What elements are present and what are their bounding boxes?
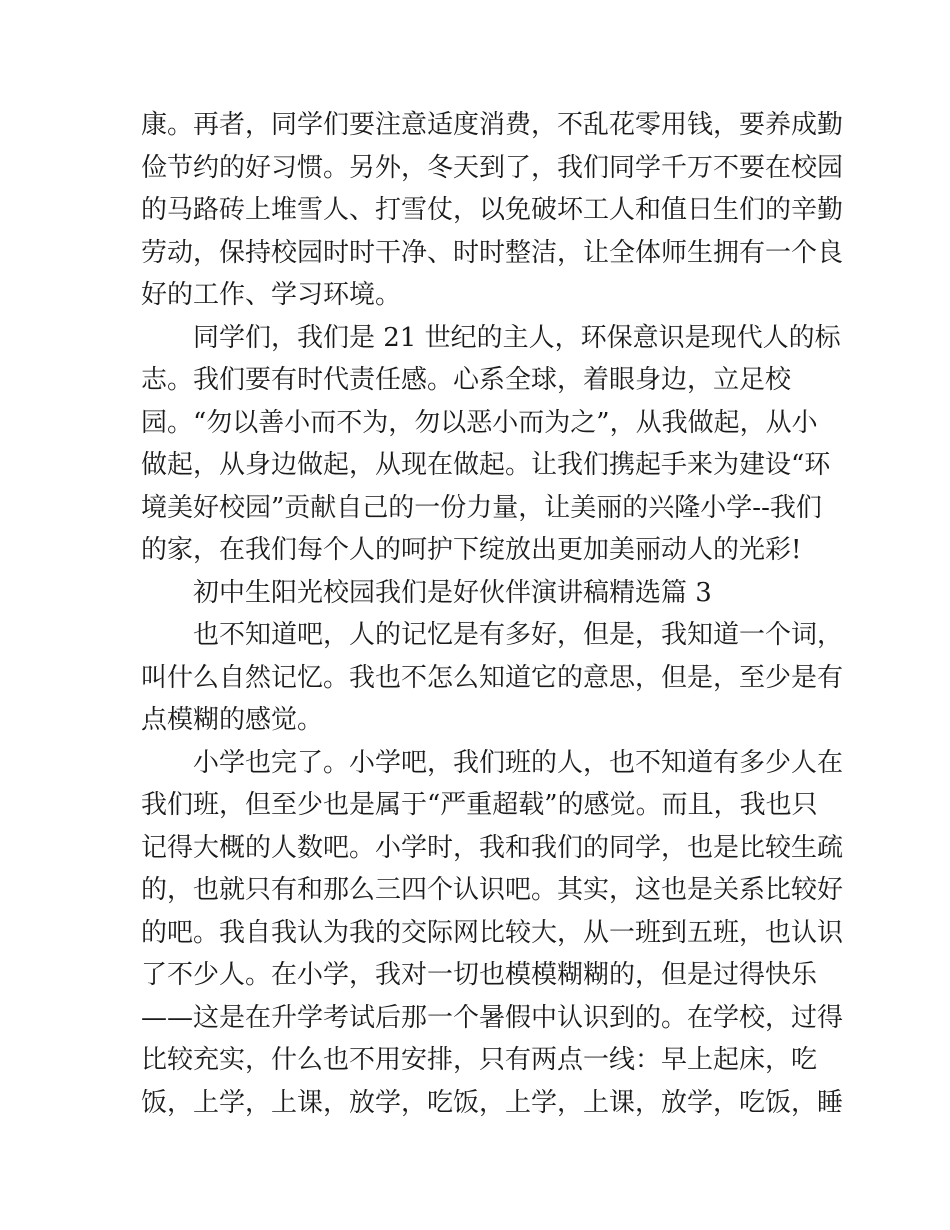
text-line: 饭，上学，上课，放学，吃饭，上学，上课，放学，吃饭，睡 bbox=[141, 1087, 844, 1118]
text-line: 比较充实，什么也不用安排，只有两点一线：早上起床，吃 bbox=[141, 1045, 818, 1075]
text-line: 点模糊的感觉。 bbox=[141, 705, 324, 735]
text-line: 做起，从身边做起，从现在做起。让我们携起手来为建设“环 bbox=[141, 450, 831, 480]
text-line: 小学也完了。小学吧，我们班的人，也不知道有多少人在 bbox=[193, 747, 844, 778]
text-line: 好的工作、学习环境。 bbox=[141, 280, 402, 310]
text-line: 境美好校园”贡献自己的一份力量，让美丽的兴隆小学--我们 bbox=[141, 492, 822, 523]
text-line: 的，也就只有和那么三四个认识吧。其实，这也是关系比较好 bbox=[141, 875, 844, 905]
text-line: 俭节约的好习惯。另外，冬天到了，我们同学千万不要在校园 bbox=[141, 152, 844, 183]
text-line: ——这是在升学考试后那一个暑假中认识到的。在学校，过得 bbox=[141, 1002, 844, 1033]
text-line: 园。“勿以善小而不为，勿以恶小而为之”，从我做起，从小 bbox=[141, 407, 818, 438]
text-line: 康。再者，同学们要注意适度消费，不乱花零用钱，要养成勤 bbox=[141, 110, 844, 140]
text-line: 记得大概的人数吧。小学时，我和我们的同学，也是比较生疏 bbox=[141, 832, 844, 863]
text-line: 初中生阳光校园我们是好伙伴演讲稿精选篇 3 bbox=[193, 577, 712, 608]
text-line: 了不少人。在小学，我对一切也模模糊糊的，但是过得快乐 bbox=[141, 960, 818, 990]
text-line: 叫什么自然记忆。我也不怎么知道它的意思，但是，至少是有 bbox=[141, 662, 844, 693]
text-line: 的吧。我自我认为我的交际网比较大，从一班到五班，也认识 bbox=[141, 917, 844, 948]
text-line: 同学们，我们是 21 世纪的主人，环保意识是现代人的标 bbox=[193, 322, 841, 353]
text-line: 的家，在我们每个人的呵护下绽放出更加美丽动人的光彩! bbox=[141, 535, 802, 565]
document-body bbox=[141, 104, 844, 1124]
text-line: 劳动，保持校园时时干净、时时整洁，让全体师生拥有一个良 bbox=[141, 237, 844, 268]
text-line: 也不知道吧，人的记忆是有多好，但是，我知道一个词， bbox=[193, 620, 844, 650]
text-line: 志。我们要有时代责任感。心系全球，着眼身边，立足校 bbox=[141, 365, 792, 395]
text-line: 我们班，但至少也是属于“严重超载”的感觉。而且，我也只 bbox=[141, 790, 818, 820]
text-line: 的马路砖上堆雪人、打雪仗，以免破坏工人和值日生们的辛勤 bbox=[141, 195, 844, 225]
